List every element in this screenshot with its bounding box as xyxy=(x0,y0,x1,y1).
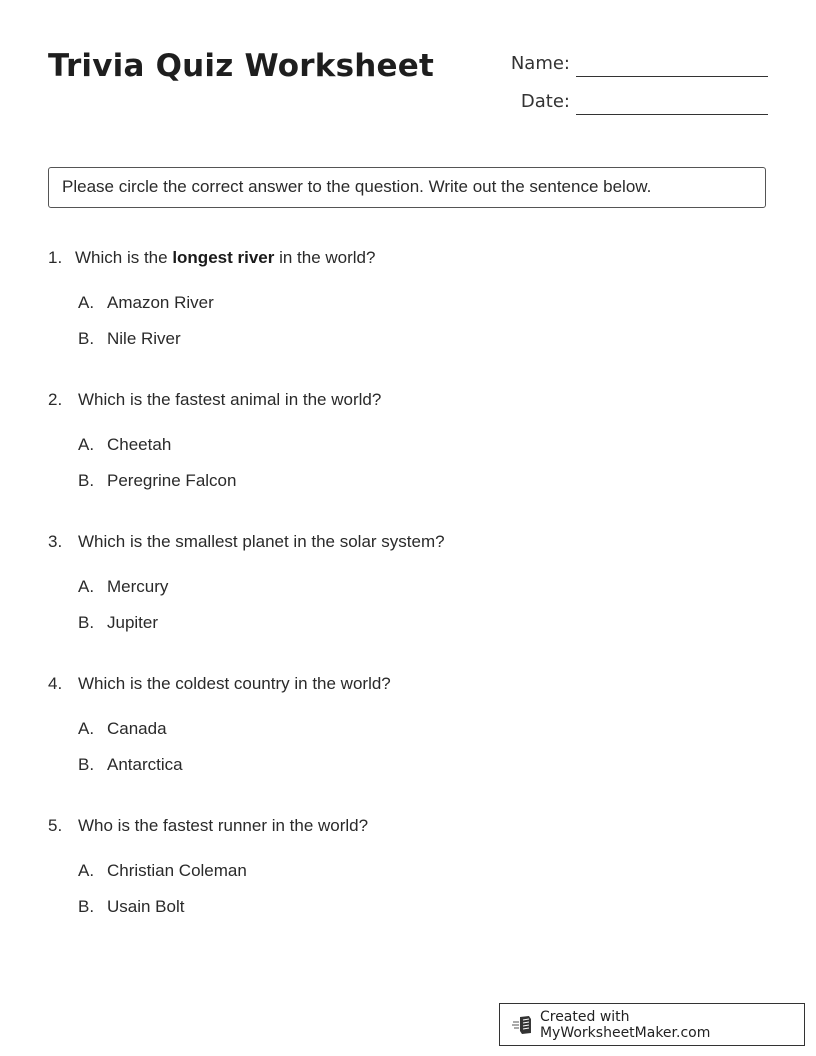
question-4-option-a[interactable]: A. Canada xyxy=(78,719,167,738)
question-3-option-a[interactable]: A. Mercury xyxy=(78,577,169,596)
question-number: 2. xyxy=(48,390,63,409)
footer-credit-box[interactable] xyxy=(499,1003,805,1046)
instructions-box xyxy=(48,167,766,208)
question-3-option-b[interactable]: B. Jupiter xyxy=(78,613,159,632)
question-text: Which is the coldest country in the world? xyxy=(78,674,391,693)
question-number: 3. xyxy=(48,532,63,551)
worksheet-maker-logo-icon xyxy=(512,1015,534,1035)
footer-credit-text: Created with MyWorksheetMaker.com xyxy=(539,1008,711,1041)
question-emphasis: longest river xyxy=(172,248,275,267)
question-2-option-a[interactable]: A. Cheetah xyxy=(78,435,172,454)
question-number: 5. xyxy=(48,816,63,835)
question-text: Which is the fastest animal in the world? xyxy=(78,390,382,409)
question-number: 4. xyxy=(48,674,63,693)
date-label: Date: xyxy=(520,91,570,112)
question-text: Which is the smallest planet in the solar system? xyxy=(78,532,445,551)
name-label: Name: xyxy=(510,53,570,74)
question-4-option-b[interactable]: B. Antarctica xyxy=(78,755,183,774)
question-1-option-b[interactable]: B. Nile River xyxy=(78,329,181,348)
question-2-option-b[interactable]: B. Peregrine Falcon xyxy=(78,471,237,490)
name-input-line[interactable] xyxy=(576,76,768,77)
question-5-option-b[interactable]: B. Usain Bolt xyxy=(78,897,185,916)
question-5-option-a[interactable]: A. Christian Coleman xyxy=(78,861,247,880)
date-input-line[interactable] xyxy=(576,114,768,115)
page-title: Trivia Quiz Worksheet xyxy=(48,48,434,84)
question-1-option-a[interactable]: A. Amazon River xyxy=(78,293,214,312)
question-number: 1. xyxy=(48,248,63,267)
question-text: Which is the longest river in the world? xyxy=(75,248,376,267)
question-text: Who is the fastest runner in the world? xyxy=(78,816,369,835)
instructions-text: Please circle the correct answer to the question. Write out the sentence below. xyxy=(62,177,652,196)
